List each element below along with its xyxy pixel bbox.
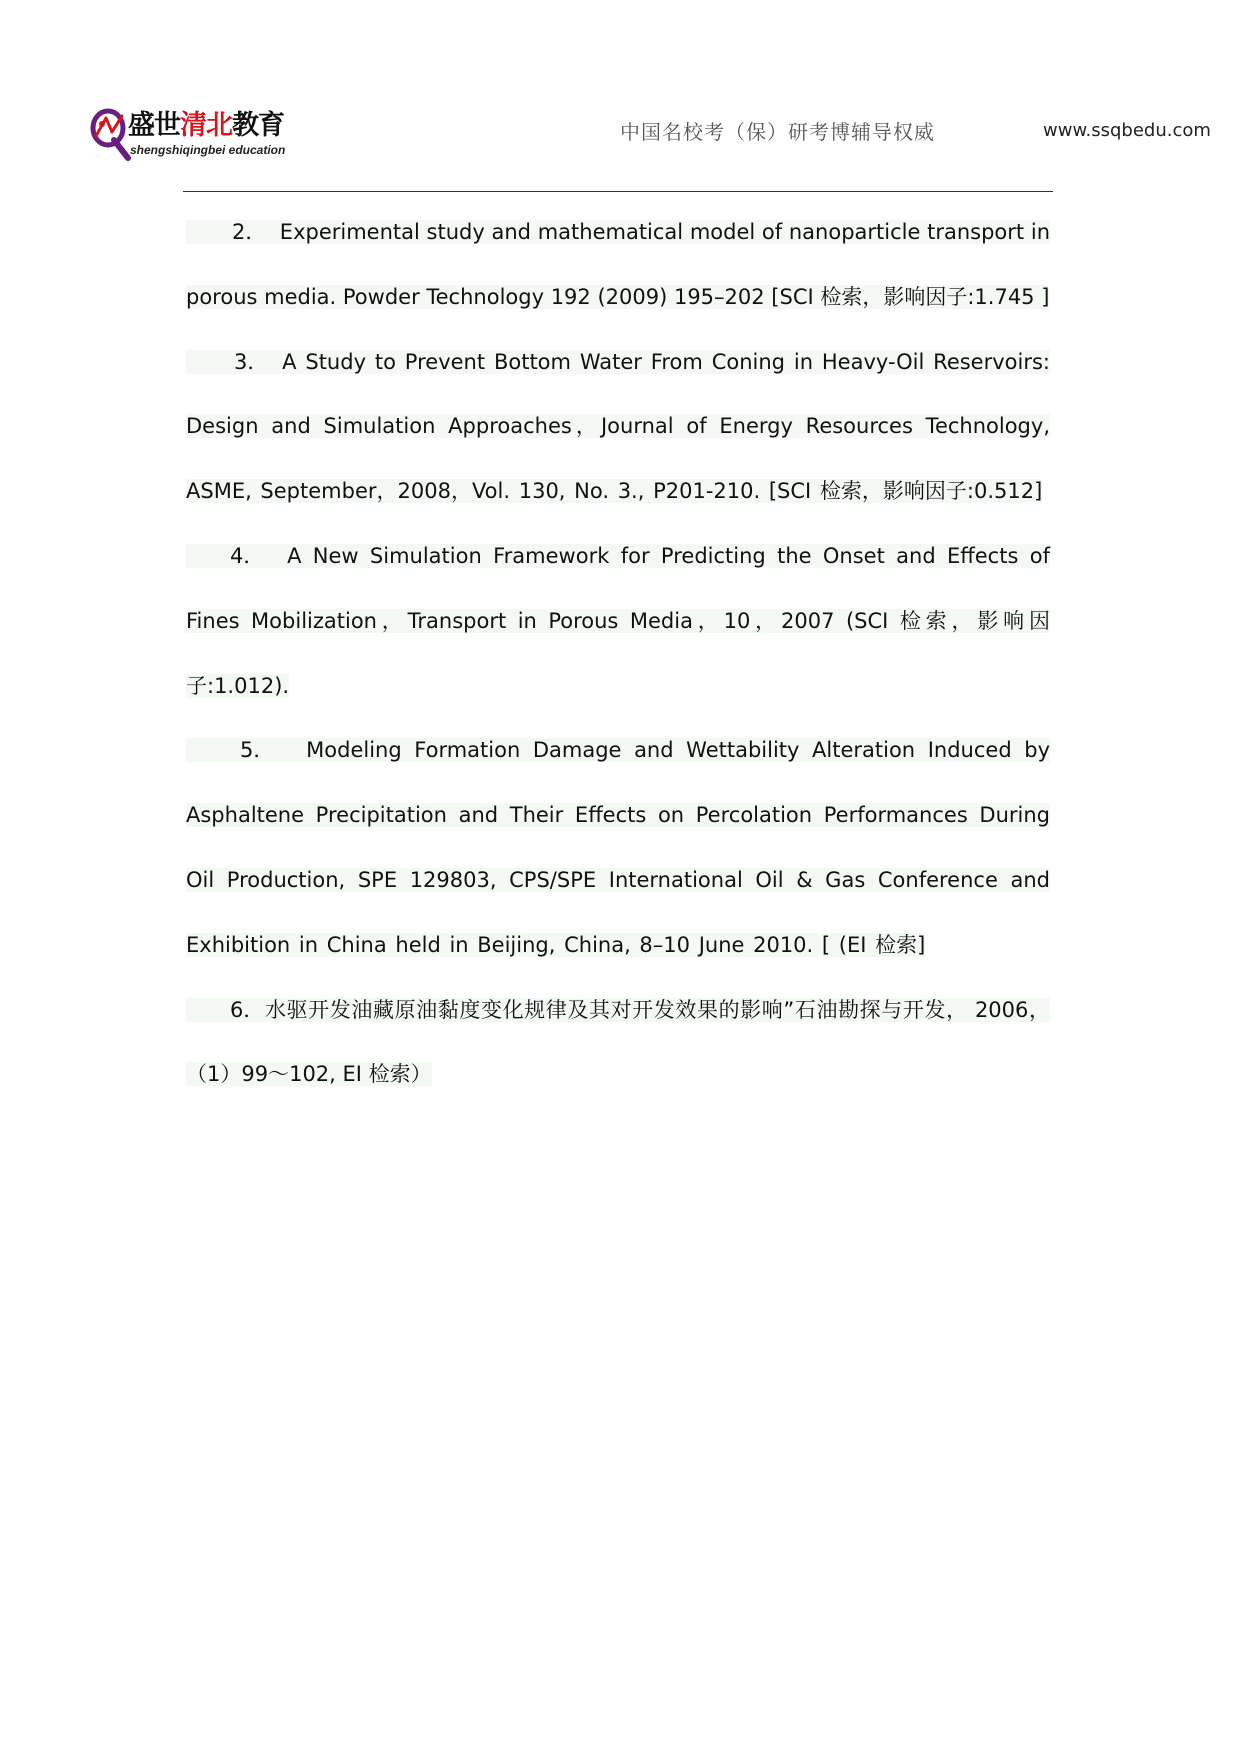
reference-text: Modeling Formation Damage and Wettability Alteration Induced by Asphaltene Precipitation and Their Effects on Percolation Performances During Oil Production, SPE 129803, CPS/SPE International Oil & Gas Conference and Exhibition in China held in Beijing, China, 8–10 June 2010. [ (EI 检索] xyxy=(186,738,1050,957)
reference-number: 4． xyxy=(230,543,265,568)
reference-list xyxy=(186,200,1050,1107)
reference-item-6 xyxy=(186,978,1050,1108)
page-header xyxy=(0,0,1241,200)
logo-text-part3: 教育 xyxy=(232,110,284,141)
header-tagline: 中国名校考（保）研考博辅导权威 xyxy=(620,120,935,144)
reference-number: 3． xyxy=(234,349,269,374)
logo xyxy=(88,106,288,162)
reference-text: A New Simulation Framework for Predicting the Onset and Effects of Fines Mobilization，Transport in Porous Media，10，2007 (SCI 检索，影响因子:1.012). xyxy=(186,543,1050,698)
reference-item-3 xyxy=(186,330,1050,524)
reference-text: 水驱开发油藏原油黏度变化规律及其对开发效果的影响”石油勘探与开发， 2006，（1）99～102, EI 检索） xyxy=(186,997,1050,1087)
reference-number: 6． xyxy=(230,997,265,1022)
reference-text: Experimental study and mathematical model of nanoparticle transport in porous media. Powder Technology 192 (2009) 195–202 [SCI 检索，影响因子:1.745 ] xyxy=(186,220,1051,309)
logo-text-part1: 盛世 xyxy=(128,110,180,141)
reference-number: 2． xyxy=(232,220,267,244)
reference-item-5 xyxy=(186,718,1050,977)
reference-item-4 xyxy=(186,524,1050,718)
reference-number: 5． xyxy=(240,738,275,763)
website-url[interactable]: www.ssqbedu.com xyxy=(1043,120,1211,141)
reference-item-2 xyxy=(186,200,1050,330)
reference-text: A Study to Prevent Bottom Water From Coning in Heavy-Oil Reservoirs: Design and Simulation Approaches，Journal of Energy Resources Technology, ASME, September，2008，Vol. 130, No. 3., P201-210. [SCI 检索，影响因子:0.512] xyxy=(186,349,1050,504)
logo-chinese-text xyxy=(128,110,284,142)
header-divider xyxy=(183,191,1053,192)
logo-text-part2: 清北 xyxy=(180,110,232,141)
logo-english-text: shengshiqingbei education xyxy=(130,143,286,157)
